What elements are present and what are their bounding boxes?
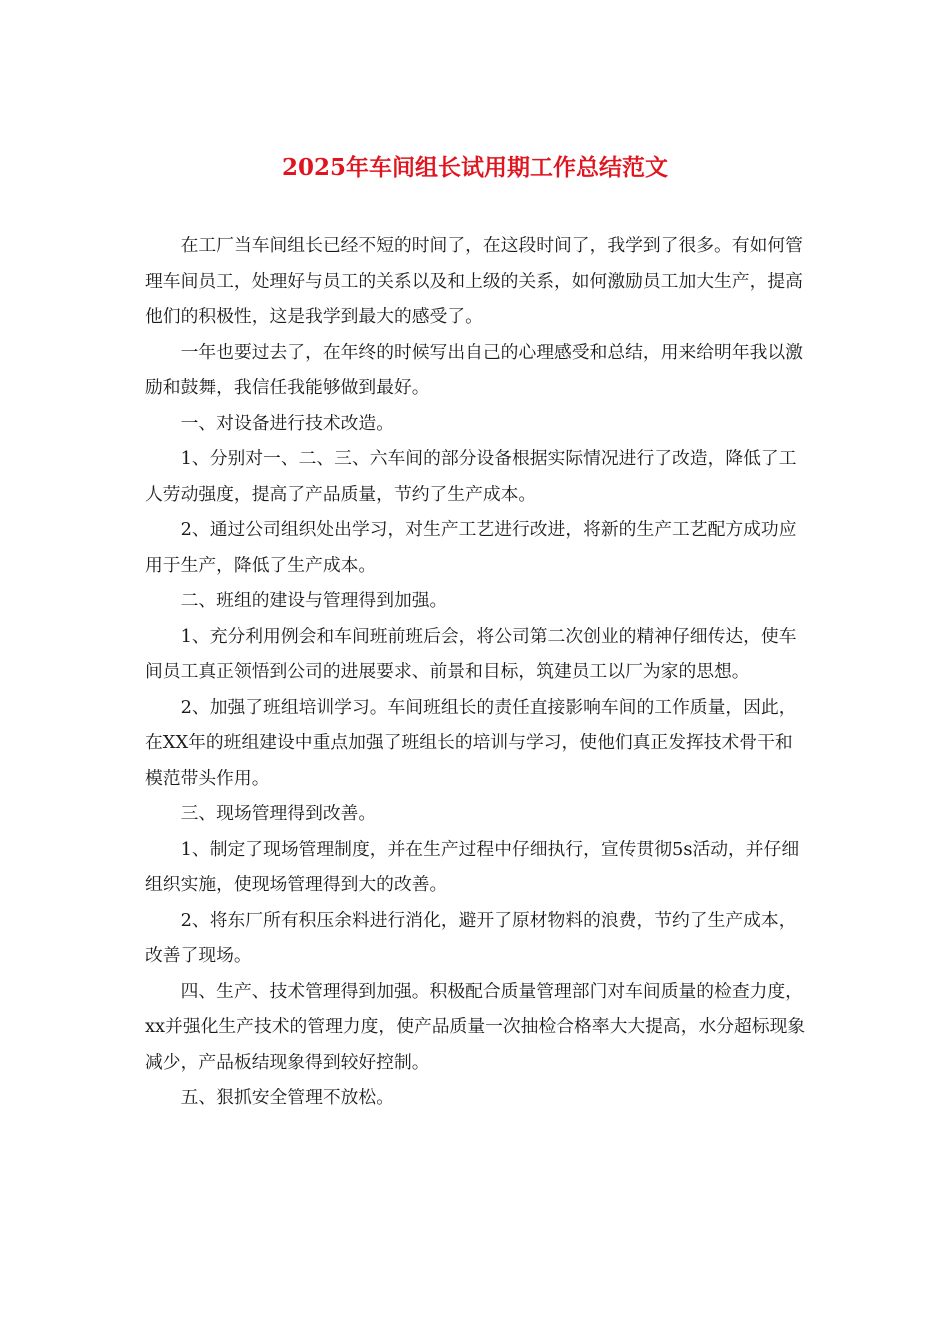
paragraph-equipment-2: 2、通过公司组织处出学习，对生产工艺进行改进，将新的生产工艺配方成功应用于生产，降低了生产成本。 [145, 519, 797, 576]
paragraph-equipment-1: 1、分别对一、二、三、六车间的部分设备根据实际情况进行了改造，降低了工人劳动强度，提高了产品质量，节约了生产成本。 [145, 448, 797, 505]
paragraph-intro: 在工厂当车间组长已经不短的时间了，在这段时间了，我学到了很多。有如何管理车间员工，处理好与员工的关系以及和上级的关系，如何激励员工加大生产，提高他们的积极性，这是我学到最大的感受了。 [145, 235, 803, 327]
document-title: 2025年车间组长试用期工作总结范文 [281, 154, 668, 181]
paragraph-site-1: 1、制定了现场管理制度，并在生产过程中仔细执行，宣传贯彻5s活动，并仔细组织实施，使现场管理得到大的改善。 [145, 838, 800, 895]
section-heading-production: 四、生产、技术管理得到加强。积极配合质量管理部门对车间质量的检查力度，xx并强化生产技术的管理力度，使产品质量一次抽检合格率大大提高，水分超标现象减少，产品板结现象得到较好控制。 [145, 980, 806, 1073]
section-heading-equipment: 一、对设备进行技术改造。 [180, 412, 394, 434]
paragraph-team-2: 2、加强了班组培训学习。车间班组长的责任直接影响车间的工作质量，因此，在XX年的班组建设中重点加强了班组长的培训与学习，使他们真正发挥技术骨干和模范带头作用。 [145, 696, 797, 789]
paragraph-team-1: 1、充分利用例会和车间班前班后会，将公司第二次创业的精神仔细传达，使车间员工真正领悟到公司的进展要求、前景和目标，筑建员工以厂为家的思想。 [145, 625, 797, 682]
paragraph-site-2: 2、将东厂所有积压余料进行消化，避开了原材物料的浪费，节约了生产成本，改善了现场。 [145, 909, 797, 966]
paragraph-year-end: 一年也要过去了，在年终的时候写出自己的心理感受和总结，用来给明年我以激励和鼓舞，我信任我能够做到最好。 [145, 341, 803, 398]
document-body [145, 228, 810, 1116]
section-heading-site: 三、现场管理得到改善。 [180, 803, 377, 824]
section-heading-safety: 五、狠抓安全管理不放松。 [180, 1087, 394, 1108]
section-heading-team: 二、班组的建设与管理得到加强。 [180, 590, 448, 611]
